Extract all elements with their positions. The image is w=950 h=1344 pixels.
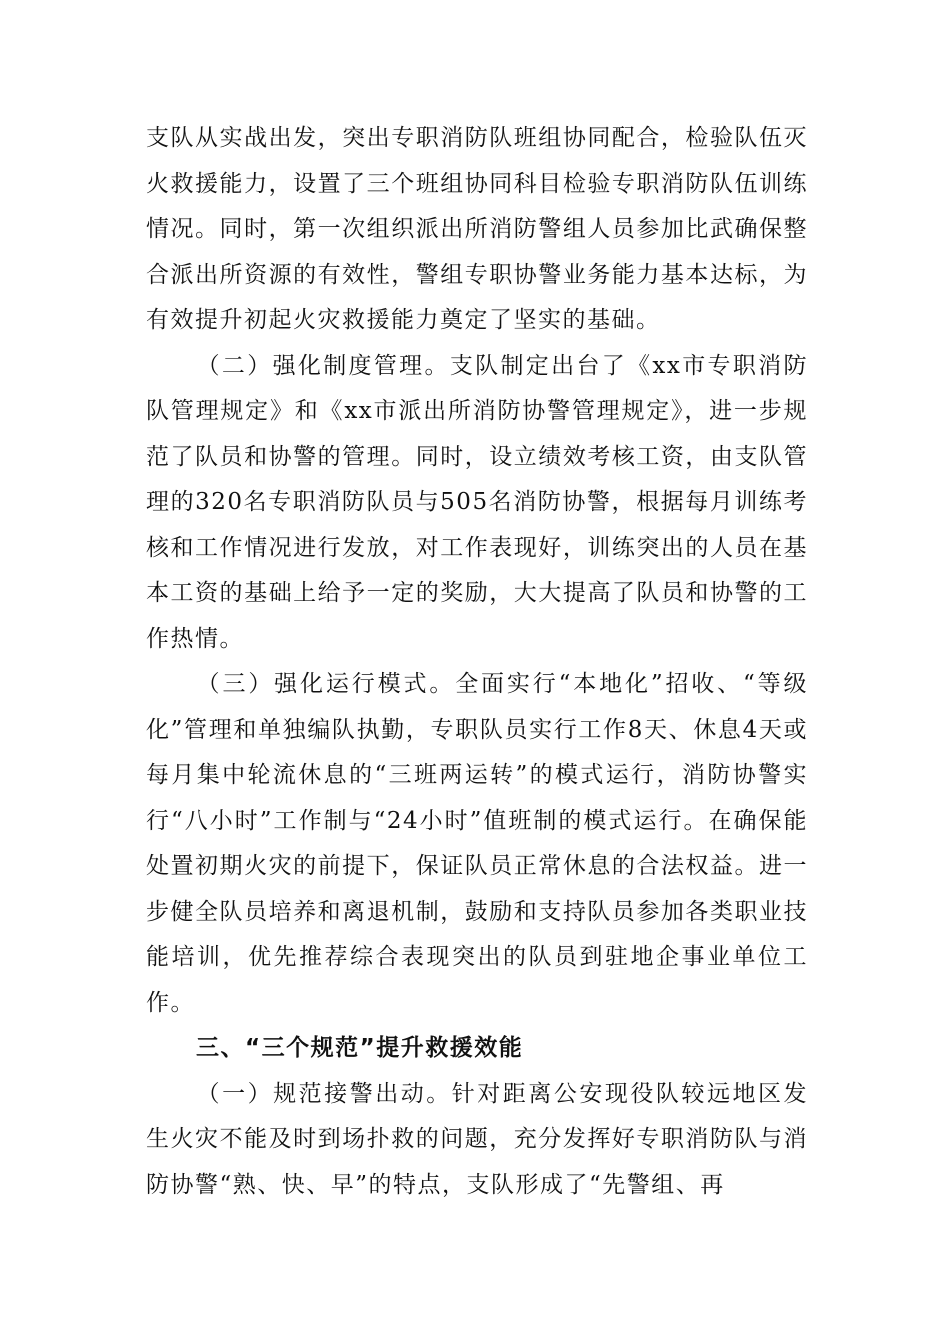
paragraph-training-results: 支队从实战出发，突出专职消防队班组协同配合，检验队伍灭火救援能力，设置了三个班组协同科目检验专职消防队伍训练情况。同时，第一次组织派出所消防警组人员参加比武确保整合派出所资源的有效性，警组专职协警业务能力基本达标，为有效提升初起火灾救援能力奠定了坚实的基础。 <box>146 125 808 333</box>
section-heading: 三、“三个规范”提升救援效能 <box>196 1035 524 1061</box>
document-page <box>146 116 808 1208</box>
paragraph-dispatch: （一）规范接警出动。针对距离公安现役队较远地区发生火灾不能及时到场扑救的问题，充分发挥好专职消防队与消防协警“熟、快、早”的特点，支队形成了“先警组、再 <box>146 1080 808 1198</box>
paragraph-operation-mode: （三）强化运行模式。全面实行“本地化”招收、“等级化”管理和单独编队执勤，专职队员实行工作8天、休息4天或每月集中轮流休息的“三班两运转”的模式运行，消防协警实行“八小时”工作制与“24小时”值班制的模式运行。在确保能处置初期火灾的前提下，保证队员正常休息的合法权益。进一步健全队员培养和离退机制，鼓励和支持队员参加各类职业技能培训，优先推荐综合表现突出的队员到驻地企事业单位工作。 <box>146 671 808 1016</box>
paragraph-system-management: （二）强化制度管理。支队制定出台了《xx市专职消防队管理规定》和《xx市派出所消防协警管理规定》，进一步规范了队员和协警的管理。同时，设立绩效考核工资，由支队管理的320名专职消防队员与505名消防协警，根据每月训练考核和工作情况进行发放，对工作表现好，训练突出的人员在基本工资的基础上给予一定的奖励，大大提高了队员和协警的工作热情。 <box>146 352 808 652</box>
